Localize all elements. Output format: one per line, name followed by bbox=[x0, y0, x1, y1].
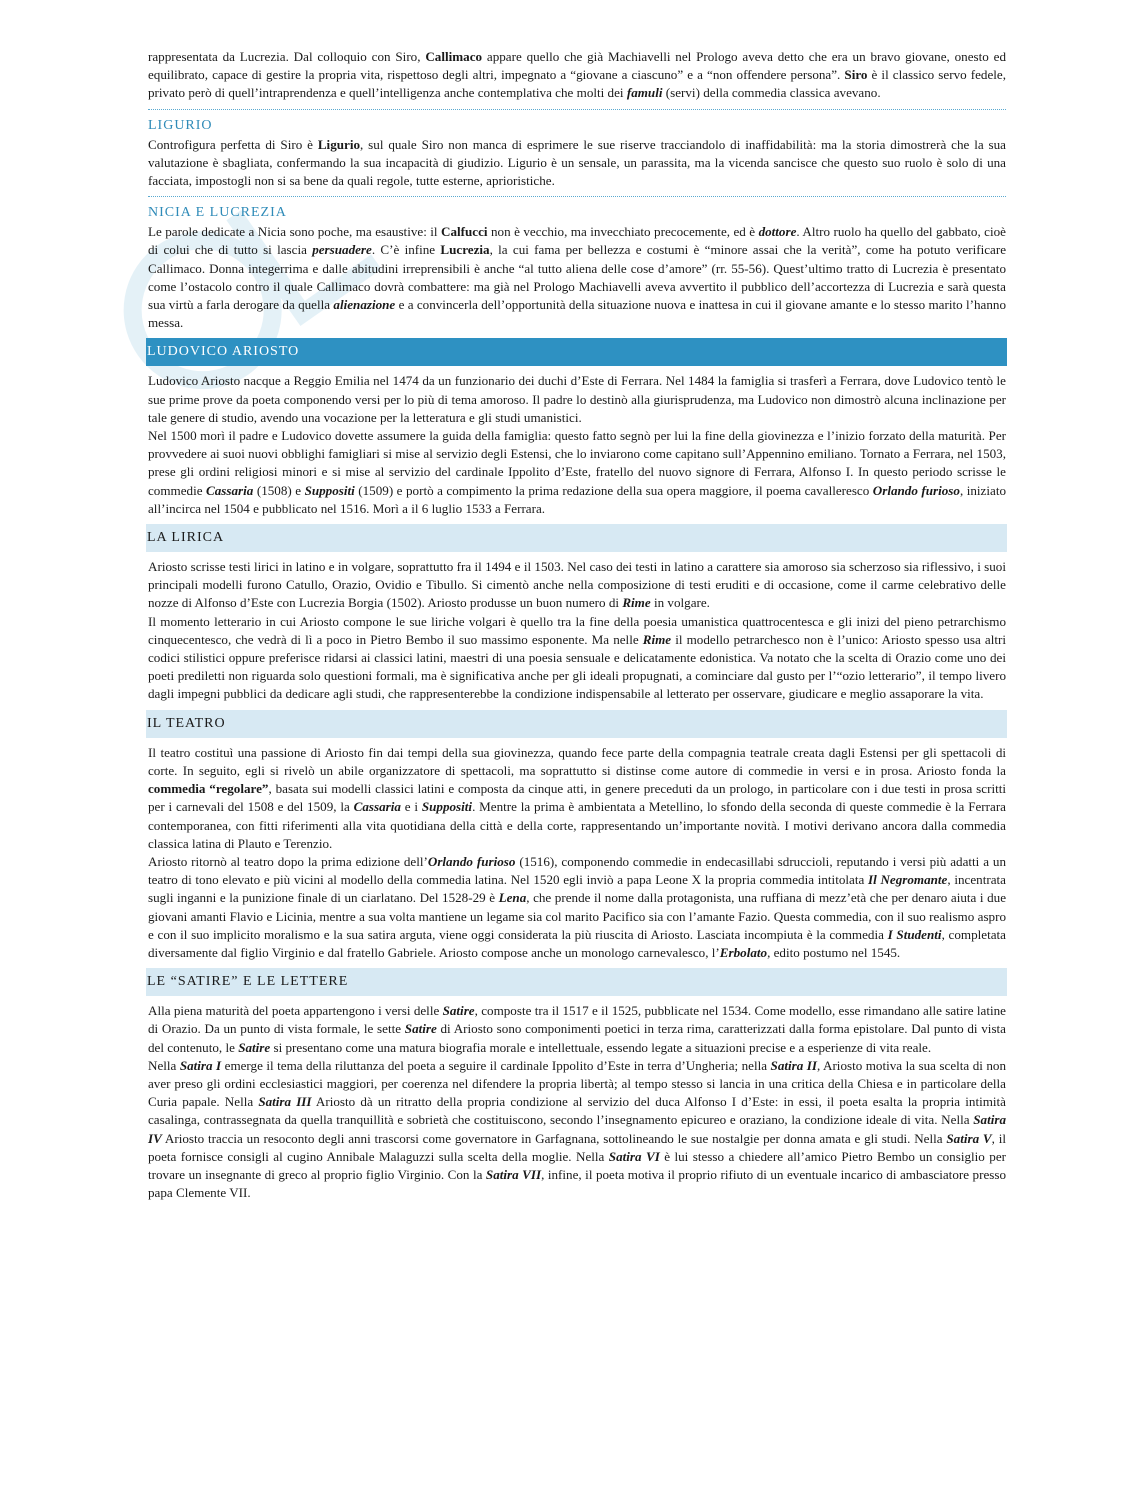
text-run: e a convincerla dell’opportunità della situazione nuova e inattesa in cui il giovane amante e lo stesso marito l’hanno messa. bbox=[148, 297, 1006, 331]
text-run: è lui stesso a chiedere all’amico Pietro Bembo un consiglio per trovare un insegnante di greco al proprio figlio Virginio. Con la bbox=[148, 1148, 1006, 1182]
text-run: Ariosto traccia un resoconto degli anni trascorsi come governatore in Garfagnana, sottolineando le sue nostalgie per donna amata e gli studi. Nella bbox=[161, 1130, 947, 1146]
emphasis-title: I Studenti bbox=[887, 926, 942, 942]
emphasis-title: Satire bbox=[442, 1003, 475, 1019]
emphasis-title: dottore bbox=[758, 224, 797, 240]
text-run: Nel 1500 morì il padre e Ludovico dovette assumere la guida della famiglia: questo fatto segnò per lui la fine della giovinezza e l’inizio forzato della maturità. Per provvedere ai suoi nuovi obblighi famigliari si mise al servizio degli Estensi, che lo inviarono come capitano sull’Appennino emiliano. Tornato a Ferrara, nel 1503, prese gli ordini religiosi minori e si mise al servizio del cardinale Ippolito d’Este, fratello del nuovo signore di Ferrara, Alfonso I. In questo periodo scrisse le commedie bbox=[148, 428, 1006, 498]
emphasis-title: Satira III bbox=[258, 1094, 312, 1110]
emphasis-title: Satire bbox=[238, 1039, 271, 1055]
text-run: emerge il tema della riluttanza del poeta a seguire il cardinale Ippolito d’Este in terra d’Ungheria; nella bbox=[221, 1057, 771, 1073]
emphasis-title: Orlando furioso bbox=[427, 853, 516, 869]
text-run: . C’è infine bbox=[371, 242, 441, 258]
emphasis-title: Cassaria bbox=[353, 799, 401, 815]
emphasis-title: Satira II bbox=[770, 1057, 817, 1073]
ligurio-paragraph bbox=[148, 136, 1006, 191]
text-run: . Mentre la prima è ambientata a Metellino, lo sfondo della seconda di queste commedie è la Ferrara contemporanea, con fitti riferimenti alla vita quotidiana della città e della corte, rappresentando un’importante novità. I motivi derivano ancora dalla commedia classica latina di Plauto e Terenzio. bbox=[148, 799, 1006, 851]
emphasis-title: Suppositi bbox=[304, 482, 355, 498]
satire-paragraph-1 bbox=[148, 1002, 1006, 1057]
emphasis-title: Satira V bbox=[946, 1130, 992, 1146]
emphasis-title: Lena bbox=[498, 890, 527, 906]
emphasis-title: Rime bbox=[642, 631, 672, 647]
emphasis-name: commedia “regolare” bbox=[148, 781, 269, 797]
text-run: (1516), componendo commedie in endecasillabi sdruccioli, reputando i versi più adatti a un teatro di tono elevato e più vicini al modello della commedia latina. Nel 1520 egli inviò a papa Leone X la propria commedia intitolata bbox=[148, 853, 1007, 888]
lirica-paragraph-2 bbox=[148, 613, 1006, 704]
text-run: di Ariosto sono componimenti poetici in terza rima, caratterizzati dalla forma epistolare. Dal punto di vista del contenuto, le bbox=[148, 1021, 1006, 1055]
text-run: , composte tra il 1517 e il 1525, pubblicate nel 1534. Come modello, esse rimandano alle satire latine di Orazio. Da un punto di vista formale, le sette bbox=[148, 1003, 1006, 1037]
emphasis-name: Calfucci bbox=[441, 224, 488, 240]
document-page bbox=[148, 0, 1006, 1208]
emphasis-title: Satira I bbox=[179, 1057, 222, 1073]
emphasis-title: Il Negromante bbox=[868, 872, 948, 888]
text-run: in volgare. bbox=[650, 595, 710, 611]
text-run: , iniziato all’incirca nel 1504 e pubblicato nel 1516. Morì a il 6 luglio 1533 a Ferrara. bbox=[148, 482, 1007, 516]
text-run: Ludovico Ariosto nacque a Reggio Emilia nel 1474 da un funzionario dei duchi d’Este di Ferrara. Nel 1484 la famiglia si trasferì a Ferrara, dove Ludovico tentò le sue prime prove da poeta componendo versi per lo più di tema amoroso. Il padre lo destinò alla giurisprudenza, ma Ludovico non dimostrò alcuna inclinazione per tale genere di studio, avendo una vocazione per la letteratura e gli studi umanistici. bbox=[148, 373, 1006, 425]
text-run: , basata sui modelli classici latini e composta da cinque atti, in genere preceduti da un prologo, in particolare con i due testi in prosa scritti per i carnevali del 1508 e del 1509, la bbox=[148, 781, 1006, 815]
emphasis-title: persuadere bbox=[312, 242, 372, 258]
satire-section-header: LE “SATIRE” E LE LETTERE bbox=[146, 968, 1007, 996]
emphasis-name: Siro bbox=[844, 67, 868, 83]
nicia-paragraph bbox=[148, 223, 1006, 332]
emphasis-title: Suppositi bbox=[421, 799, 473, 815]
emphasis-title: Rime bbox=[622, 595, 651, 611]
emphasis-name: Callimaco bbox=[425, 49, 483, 64]
text-run: (servi) della commedia classica avevano. bbox=[662, 85, 881, 101]
text-run: Alla piena maturità del poeta appartengono i versi delle bbox=[148, 1003, 443, 1019]
text-run: Ariosto dà un ritratto della propria condizione al servizio del duca Alfonso I d’Este: in essi, il poeta esalta la propria intimità casalinga, contrassegnata da quella tranquillità e sobrietà che costituiscono, secondo l’insegnamento epicureo e oraziano, la condizione ideale di vita. Nella bbox=[148, 1094, 1006, 1128]
text-run: Il momento letterario in cui Ariosto compone le sue liriche volgari è quello tra la fine della poesia umanistica quattrocentesca e gli inizi del pieno petrarchismo cinquecentesco, che vedrà di lì a poco in Pietro Bembo il suo massimo esponente. Ma nelle bbox=[148, 613, 1006, 647]
intro-paragraph bbox=[148, 48, 1006, 103]
emphasis-title: Satira IV bbox=[148, 1112, 1006, 1146]
ariosto-section-header: LUDOVICO ARIOSTO bbox=[146, 338, 1007, 366]
text-run: (1508) e bbox=[253, 482, 305, 498]
text-run: . Altro ruolo ha quello del gabbato, cioè di colui che di tutto si lascia bbox=[148, 224, 1006, 258]
text-run: appare quello che già Machiavelli nel Prologo aveva detto che era un bravo giovane, onesto ed equilibrato, capace di gestire la propria vita, rispettoso degli altri, impegnato a “giovane a ciascuno” e a “non offendere persona”. bbox=[148, 49, 1006, 83]
text-run: , la cui fama per bellezza e costumi è “minore assai che la verità”, come ha potuto verificare Callimaco. Donna integerrima e dalle abitudini irreprensibili è anche “al tutto aliena delle cose d’amore” (rr. 55-56). Quest’ultimo tratto di Lucrezia è presentato come l’ostacolo contro il quale Callimaco dovrà combattere: ma già nel Prologo Machiavelli aveva avvertito il pubblico dell’accortezza di Lucrezia e sarà questa sua virtù a farla derogare da quella bbox=[148, 242, 1006, 313]
satire-paragraph-2 bbox=[148, 1057, 1006, 1203]
text-run: Il teatro costituì una passione di Ariosto fin dai tempi della sua giovinezza, quando fece parte della compagnia teatrale creata dagli Estensi per gli spettacoli di corte. In seguito, egli si rivelò un abile organizzatore di spettacoli, ma soprattutto si distinse come autore di commedie in versi e in prosa. Ariosto fonda la bbox=[148, 744, 1006, 778]
text-run: Nella bbox=[148, 1057, 180, 1073]
emphasis-title: Erbolato bbox=[719, 944, 768, 960]
emphasis-title: Satira VII bbox=[485, 1166, 542, 1182]
emphasis-title: Satira VI bbox=[608, 1148, 660, 1164]
text-run: si presentano come una matura biografia morale e intellettuale, essendo legate a situazioni precise e a esperienze di vita reale. bbox=[270, 1039, 932, 1055]
emphasis-name: Lucrezia bbox=[440, 242, 490, 258]
ariosto-paragraph-1 bbox=[148, 372, 1006, 427]
emphasis-title: Cassaria bbox=[206, 482, 254, 498]
text-run: e i bbox=[400, 799, 422, 815]
lirica-paragraph-1 bbox=[148, 558, 1006, 613]
text-run: , incentrata sugli inganni e la punizione finale di un ciarlatano. Del 1528-29 è bbox=[148, 872, 1006, 906]
text-run: , il poeta fornisce consigli al cugino Annibale Malaguzzi sulla scelta della moglie. Nella bbox=[148, 1130, 1006, 1164]
emphasis-title: famuli bbox=[626, 85, 663, 101]
text-run: , che prende il nome dalla protagonista, una ruffiana di mezz’età che per denaro aiuta i due giovani amanti Flavio e Licinia, mentre a sua volta mantiene un legame sia col marito Pacifico sia con l’amante Fazio. Questa commedia, con il suo realismo aspro e con il suo implicito moralismo e la sua satira arguta, viene oggi considerata la più riuscita di Ariosto. Lasciata incompiuta è la commedia bbox=[148, 890, 1007, 942]
text-run: il modello petrarchesco non è l’unico: Ariosto spesso usa altri codici stilistici oppure preferisce ridarsi ai classici latini, maestri di una poesia sensuale e delicatamente edonistica. Va notato che la scelta di Orazio come uno dei poeti prediletti non riguarda solo questioni formali, ma è significativa anche per gli ideali propugnati, a cominciare dal gusto per l’“ozio letterario”, il tempo livero dagli impegni pubblici da dedicare agli studi, che rappresenterebbe la condizione indispensabile al letterato per osservare, giudicare e meglio assaporare la vita. bbox=[148, 631, 1006, 702]
text-run: , infine, il poeta motiva il proprio rifiuto di un eventuale incarico di ambasciatore presso papa Clemente VII. bbox=[148, 1166, 1006, 1201]
nicia-heading: NICIA E LUCREZIA bbox=[148, 196, 1006, 223]
lirica-section-header: LA LIRICA bbox=[146, 524, 1007, 552]
text-run: Ariosto ritornò al teatro dopo la prima edizione dell’ bbox=[148, 853, 428, 869]
text-run: Le parole dedicate a Nicia sono poche, ma esaustive: il bbox=[148, 224, 442, 240]
text-run: non è vecchio, ma invecchiato precocemente, ed è bbox=[487, 224, 759, 240]
text-run: Controfigura perfetta di Siro è bbox=[148, 136, 318, 152]
text-run: è il classico servo fedele, privato però di quell’intraprendenza e quell’intelligenza anche contemplativa che molti dei bbox=[148, 67, 1006, 101]
text-run: , Ariosto motiva la sua scelta di non aver preso gli ordini ecclesiastici maggiori, per coerenza nel difendere la propria libertà; al tempo stesso si lancia in una critica della Chiesa e in particolare della Curia papale. Nella bbox=[148, 1057, 1006, 1110]
ligurio-heading: LIGURIO bbox=[148, 109, 1006, 136]
ariosto-paragraph-2 bbox=[148, 427, 1006, 518]
text-run: Ariosto scrisse testi lirici in latino e in volgare, soprattutto fra il 1494 e il 1503. Nel caso dei testi in latino a carattere sia amoroso sia scherzoso sia riflessivo, i suoi principali modelli furono Catullo, Orazio, Ovidio e Tibullo. Si cimentò anche nella composizione di testi eruditi e di occasione, come il carme celebrativo delle nozze di Alfonso d’Este con Lucrezia Borgia (1502). Ariosto produsse un buon numero di bbox=[148, 559, 1006, 611]
emphasis-title: Orlando furioso bbox=[872, 482, 960, 498]
emphasis-title: Satire bbox=[404, 1021, 437, 1037]
teatro-section-header: IL TEATRO bbox=[146, 710, 1007, 738]
emphasis-name: Ligurio bbox=[317, 136, 361, 152]
text-run: , edito postumo nel 1545. bbox=[767, 944, 901, 960]
text-run: , completata diversamente dal figlio Virginio e dal fratello Gabriele. Ariosto compose anche un monologo carnevalesco, l’ bbox=[148, 926, 1006, 960]
teatro-paragraph-2 bbox=[148, 853, 1006, 962]
text-run: rappresentata da Lucrezia. Dal colloquio con Siro, bbox=[148, 49, 426, 64]
text-run: (1509) e portò a compimento la prima redazione della sua opera maggiore, il poema cavalleresco bbox=[354, 482, 873, 498]
teatro-paragraph-1 bbox=[148, 744, 1006, 853]
text-run: , sul quale Siro non manca di esprimere le sue riserve tracciandolo di inaffidabilità: ma la storia dimostrerà che la sua valutazione è sbagliata, confermando la sua incapacità di giudizio. Ligurio è un sensale, un parassita, ma la vicenda sancisce che questo suo ruolo è solo di una facciata, impostogli non si sa bene da quali regole, tutte esterne, aprioristiche. bbox=[148, 136, 1006, 189]
emphasis-title: alienazione bbox=[333, 297, 396, 313]
